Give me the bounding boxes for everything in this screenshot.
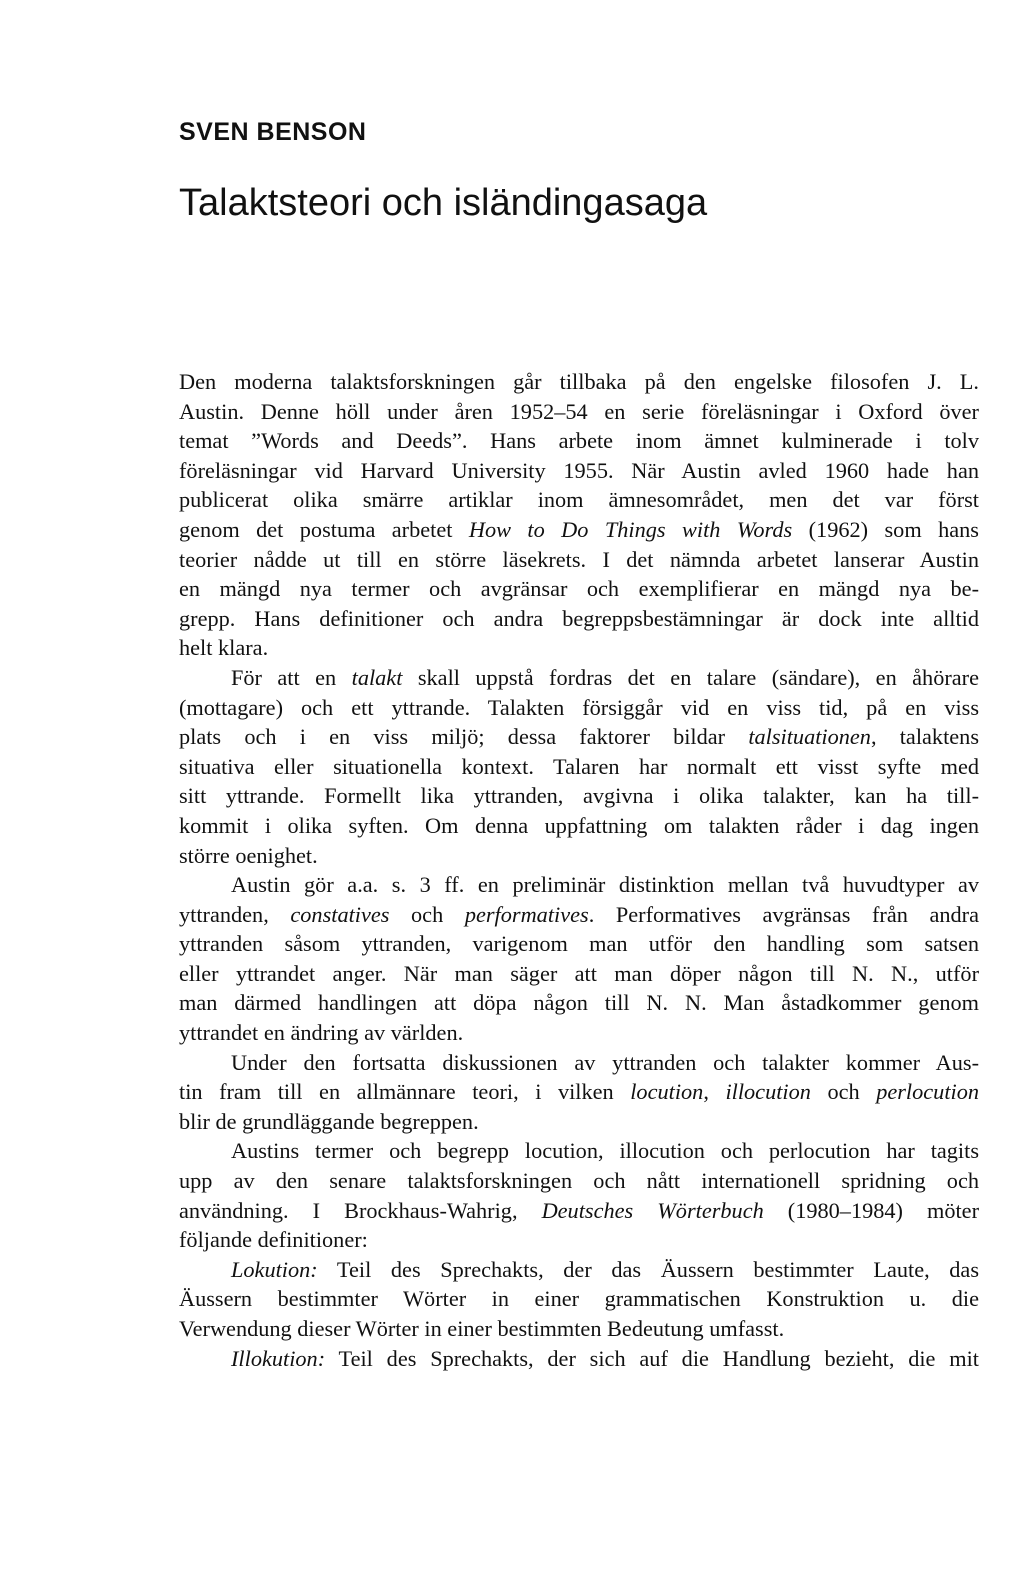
text-line [179, 900, 979, 930]
term: illocution [725, 1079, 811, 1105]
text-line [179, 515, 979, 545]
text-run: , talaktens [870, 724, 979, 750]
text-line [179, 663, 979, 693]
text-line: teorier nådde ut till en större läsekrets. I det nämnda arbetet lanserar Austin [179, 546, 979, 572]
text-line [179, 1255, 979, 1285]
text-line: yttranden såsom yttranden, varigenom man utför den handling som satsen [179, 931, 979, 957]
text-run: Teil des Sprechakts, der das Äussern bestimmter Laute, das [317, 1256, 979, 1282]
text-line: blir de grundläggande begreppen. [179, 1108, 479, 1134]
text-run: skall uppstå fordras det en talare (sändare), en åhörare [402, 664, 979, 690]
text-line [179, 1077, 979, 1107]
text-line: föreläsningar vid Harvard University 1955. När Austin avled 1960 hade han [179, 457, 979, 483]
text-line: större oenighet. [179, 842, 318, 868]
text-run: . Performatives avgränsas från andra [588, 901, 979, 927]
paragraph-7-definition [179, 1344, 979, 1374]
defined-term: Illokution: [231, 1345, 326, 1371]
text-line: situativa eller situationella kontext. Talaren har normalt ett visst syfte med [179, 753, 979, 779]
text-line: yttrandet en ändring av världen. [179, 1020, 464, 1046]
article-body [179, 367, 979, 1373]
text-run: genom det postuma arbetet [179, 516, 469, 542]
text-line: publicerat olika smärre artiklar inom ämnesområdet, men det var först [179, 487, 979, 513]
article-title: Talaktsteori och isländingasaga [179, 182, 708, 224]
text-run: användning. I Brockhaus-Wahrig, [179, 1197, 542, 1223]
text-line: Äussern bestimmter Wörter in einer grammatischen Konstruktion u. die [179, 1286, 979, 1312]
defined-term: Lokution: [231, 1256, 318, 1282]
text-line: en mängd nya termer och avgränsar och exemplifierar en mängd nya be- [179, 576, 979, 602]
term: performatives [464, 901, 589, 927]
term: constatives [290, 901, 390, 927]
text-run: , [703, 1079, 726, 1105]
text-line: Austin gör a.a. s. 3 ff. en preliminär distinktion mellan två huvudtyper av [231, 872, 979, 898]
term: talsituationen [748, 724, 871, 750]
text-line: Verwendung dieser Wörter in einer bestimmten Bedeutung umfasst. [179, 1316, 785, 1341]
text-line: man därmed handlingen att döpa någon till N. N. Man åstadkommer genom [179, 990, 979, 1016]
text-line: Den moderna talaktsforskningen går tillbaka på den engelske filosofen J. L. [179, 369, 979, 394]
paragraph-5 [179, 1136, 979, 1254]
text-line: Austin. Denne höll under åren 1952–54 en serie föreläsningar i Oxford över [179, 398, 979, 424]
paragraph-3 [179, 870, 979, 1048]
text-line: Austins termer och begrepp locution, illocution och perlocution har tagits [231, 1138, 979, 1164]
term: talakt [351, 664, 403, 690]
text-run: tin fram till en allmännare teori, i vilken [179, 1079, 631, 1105]
text-line: kommit i olika syften. Om denna uppfattning om talakten råder i dag ingen [179, 812, 979, 838]
text-line: grepp. Hans definitioner och andra begreppsbestämningar är dock inte alltid [179, 605, 979, 631]
text-line [179, 722, 979, 752]
text-line: helt klara. [179, 635, 269, 661]
paragraph-2 [179, 663, 979, 870]
text-run: plats och i en viss miljö; dessa faktorer bildar [179, 724, 749, 750]
text-line: eller yttrandet anger. När man säger att man döper någon till N. N., utför [179, 960, 979, 986]
paragraph-1 [179, 367, 979, 663]
text-line: (mottagare) och ett yttrande. Talakten försiggår vid en viss tid, på en viss [179, 694, 979, 720]
text-run: För att en [231, 664, 352, 690]
text-line [179, 1344, 979, 1374]
text-line [179, 1196, 979, 1226]
text-run: och [810, 1079, 877, 1105]
text-line: följande definitioner: [179, 1227, 368, 1253]
author-name: SVEN BENSON [179, 118, 367, 146]
text-line: Under den fortsatta diskussionen av yttranden och talakter kommer Aus- [231, 1049, 979, 1075]
paragraph-6-definition [179, 1255, 979, 1344]
text-line: upp av den senare talaktsforskningen och nått internationell spridning och [179, 1168, 979, 1194]
text-line: sitt yttrande. Formellt lika yttranden, avgivna i olika talakter, kan ha till- [179, 783, 979, 809]
term: locution [630, 1079, 704, 1105]
text-run: Teil des Sprechakts, der sich auf die Handlung bezieht, die mit [325, 1345, 979, 1371]
text-run: (1962) som hans [792, 516, 979, 542]
text-run: och [389, 901, 465, 927]
paragraph-4 [179, 1048, 979, 1137]
book-title: How to Do Things with Words [468, 516, 793, 542]
text-line: temat ”Words and Deeds”. Hans arbete inom ämnet kulminerade i tolv [179, 428, 979, 454]
term: perlocution [876, 1079, 979, 1105]
text-run: yttranden, [179, 901, 291, 927]
book-title: Deutsches Wörterbuch [541, 1197, 764, 1223]
text-run: (1980–1984) möter [763, 1197, 980, 1223]
